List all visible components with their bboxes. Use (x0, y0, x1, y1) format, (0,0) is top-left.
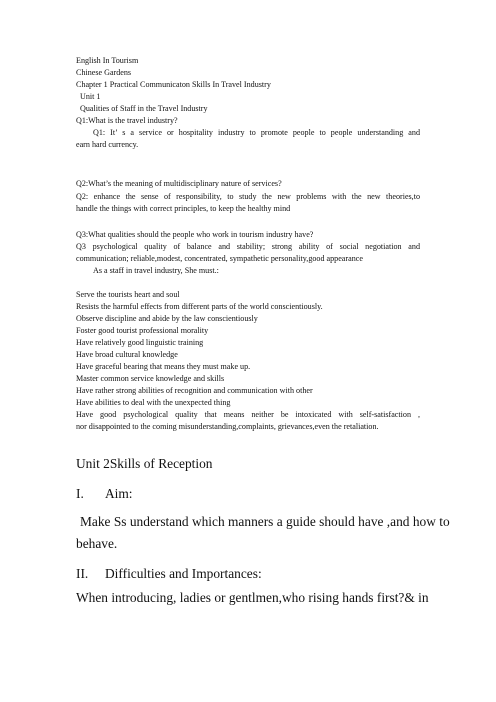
section-number: II. (76, 566, 89, 581)
q3-answer-line2: communication; reliable,modest, concentrated, sympathetic personality,good appearance (76, 254, 363, 263)
section-title: Aim: (105, 486, 133, 501)
section-body-line1: Make Ss understand which manners a guide should have ,and how to (80, 514, 450, 529)
subtitle: Chinese Gardens (76, 68, 132, 77)
unit-heading: Unit 1 (80, 92, 101, 101)
q2-answer-line1: Q2: enhance the sense of responsibility, to study the new problems with the new theories,to (76, 192, 420, 201)
unit2-title: Unit 2Skills of Reception (76, 456, 213, 471)
list-item-last-line2: nor disappointed to the coming misunderstanding,complaints, grievances,even the retaliation. (76, 422, 379, 431)
section-title: Difficulties and Importances: (105, 566, 262, 581)
q1-answer-line2: earn hard currency. (76, 140, 139, 149)
list-item: Master common service knowledge and skills (76, 374, 225, 383)
list-item: Have relatively good linguistic training (76, 338, 204, 347)
list-item: Resists the harmful effects from different parts of the world conscientiously. (76, 302, 323, 311)
section-body-line2: behave. (76, 536, 118, 551)
list-item: Foster good tourist professional morality (76, 326, 209, 335)
q3-question: Q3:What qualities should the people who work in tourism industry have? (76, 230, 314, 239)
section-body-line1: When introducing, ladies or gentlmen,who rising hands first?& in (76, 590, 429, 605)
list-item: Have rather strong abilities of recognition and communication with other (76, 386, 313, 395)
q1-question: Q1:What is the travel industry? (76, 116, 178, 125)
q1-answer-line1: Q1: It’ s a service or hospitality industry to promote people to people understanding and (93, 128, 420, 137)
unit-title: Qualities of Staff in the Travel Industry (80, 104, 208, 113)
list-item-last-line1: Have good psychological quality that means neither be intoxicated with self-satisfaction , (76, 410, 420, 419)
chapter-heading: Chapter 1 Practical Communicaton Skills In Travel Industry (76, 80, 271, 89)
q3-answer-line1: Q3 psychological quality of balance and stability; strong ability of social negotiation and (76, 242, 420, 251)
list-item: Have broad cultural knowledge (76, 350, 178, 359)
q3-answer-line3: As a staff in travel industry, She must.: (93, 266, 219, 275)
section-number: I. (76, 486, 84, 501)
book-title: English In Tourism (76, 56, 139, 65)
q2-answer-line2: handle the things with correct principles, to keep the healthy mind (76, 204, 291, 213)
list-item: Observe discipline and abide by the law conscientiously (76, 314, 258, 323)
q2-question: Q2:What’s the meaning of multidisciplinary nature of services? (76, 179, 282, 188)
list-item: Have abilities to deal with the unexpected thing (76, 398, 231, 407)
list-item: Have graceful bearing that means they must make up. (76, 362, 251, 371)
list-item: Serve the tourists heart and soul (76, 290, 180, 299)
